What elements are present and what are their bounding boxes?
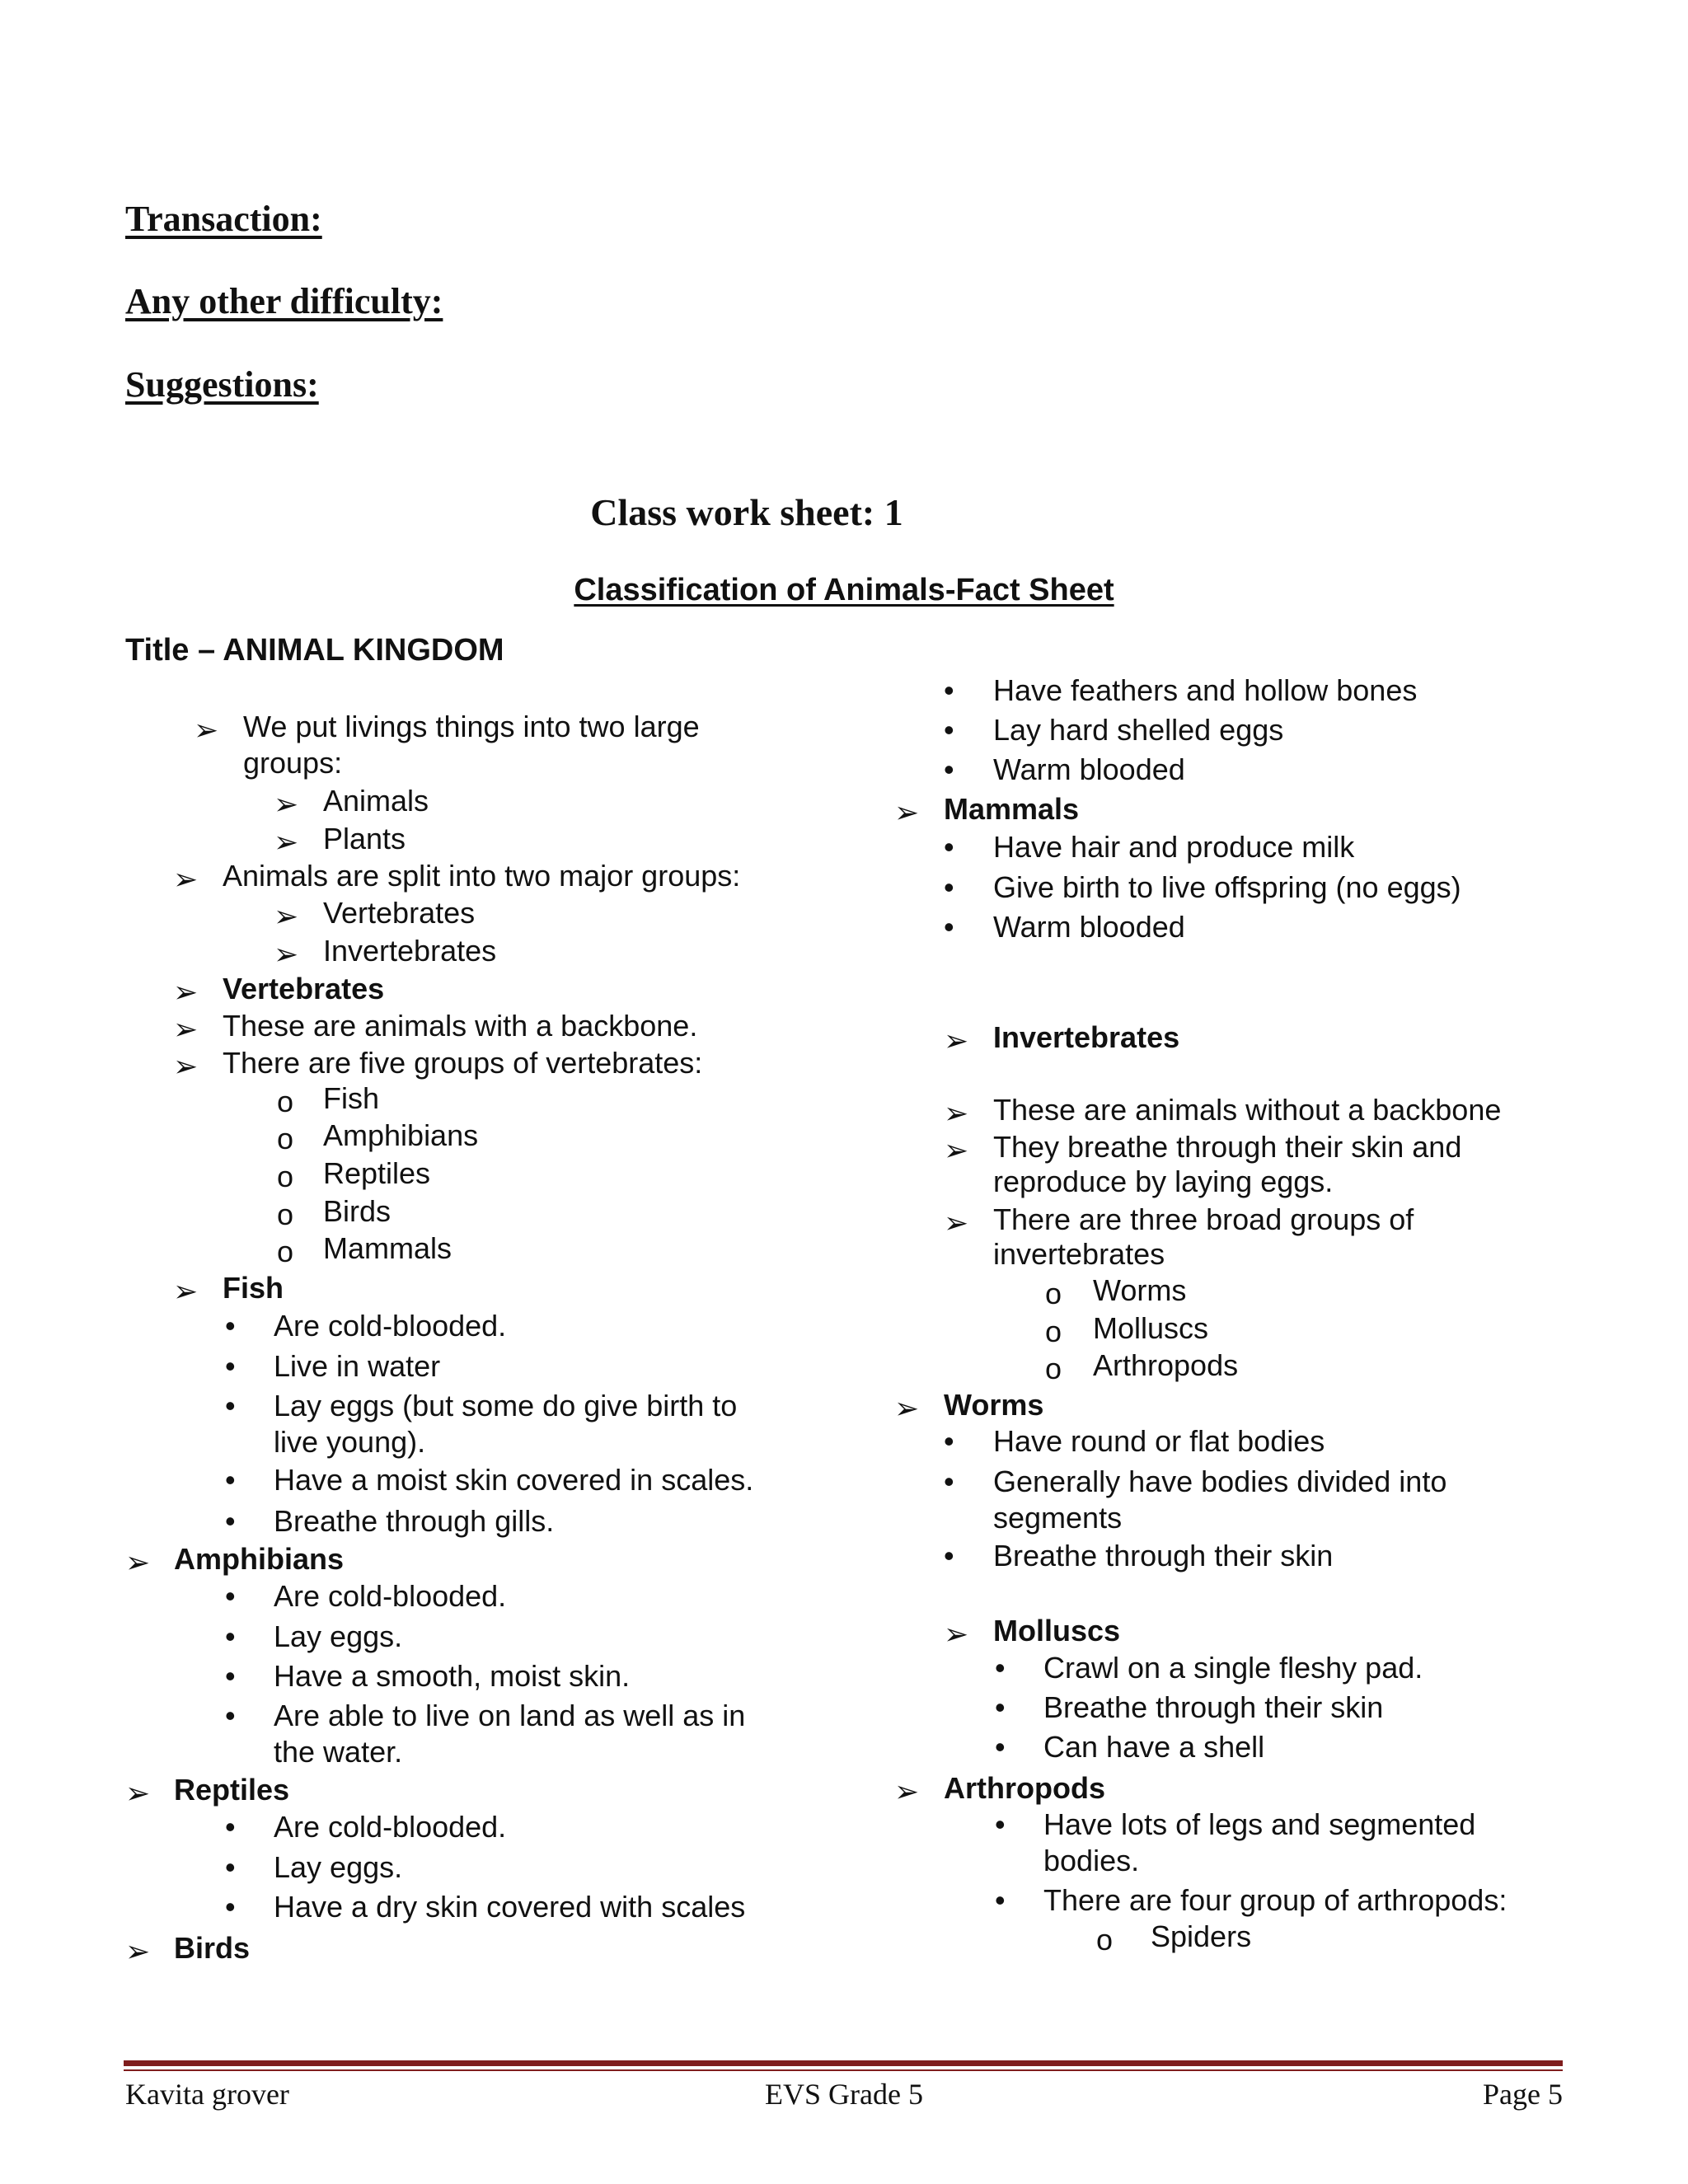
list-item-text: Are cold-blooded. [274,1810,507,1844]
list-item-text: Lay eggs. [274,1619,403,1653]
footer-author: Kavita grover [125,2078,289,2111]
bullet-icon: • [944,870,954,904]
bullet-icon: • [225,1349,236,1383]
bullet-icon: • [944,1424,954,1458]
transaction-heading: Transaction: [125,199,322,239]
list-item-text: Spiders [1151,1919,1252,1953]
list-item-text: Amphibians [323,1118,479,1152]
bullet-icon: • [225,1309,236,1343]
bullet-icon: • [995,1883,1006,1917]
bullet-icon: • [225,1890,236,1924]
list-item-text: Invertebrates [323,934,497,968]
circle-bullet-icon: o [277,1085,294,1118]
list-item-text: Warm blooded [993,910,1185,944]
arrow-bullet-icon: ➢ [894,1774,920,1808]
arrow-bullet-icon: ➢ [173,1012,199,1046]
group-heading: Birds [174,1931,251,1965]
bullet-icon: • [995,1651,1006,1685]
footer-rule [124,2060,1563,2066]
arrow-bullet-icon: ➢ [274,825,299,859]
group-heading: Vertebrates [223,972,385,1005]
list-item-text: Are cold-blooded. [274,1309,507,1343]
bullet-icon: • [944,752,954,786]
bullet-icon: • [225,1579,236,1613]
arrow-bullet-icon: ➢ [944,1617,969,1651]
group-heading: Molluscs [993,1614,1121,1647]
bullet-icon: • [225,1659,236,1693]
group-heading: Reptiles [174,1773,290,1807]
list-item-text: There are five groups of vertebrates: [223,1046,703,1080]
list-item-text: Arthropods [1093,1348,1239,1382]
fact-sheet-title: Classification of Animals-Fact Sheet [574,573,1114,607]
footer-page-number: Page 5 [1483,2078,1563,2111]
bullet-icon: • [944,1465,954,1498]
circle-bullet-icon: o [1045,1277,1062,1310]
list-item-text: They breathe through their skin and [993,1130,1462,1164]
list-item-text: There are three broad groups of [993,1202,1414,1236]
arrow-bullet-icon: ➢ [173,1049,199,1083]
arrow-bullet-icon: ➢ [125,1545,151,1579]
arrow-bullet-icon: ➢ [274,899,299,933]
circle-bullet-icon: o [277,1122,294,1155]
list-item-text: Can have a shell [1043,1730,1265,1764]
list-item-text: Lay eggs (but some do give birth to [274,1389,738,1422]
list-item-text: Have a smooth, moist skin. [274,1659,631,1693]
list-item-text: Molluscs [1093,1311,1209,1345]
arrow-bullet-icon: ➢ [173,1274,199,1308]
arrow-bullet-icon: ➢ [894,1391,920,1425]
list-item-text: Breathe through gills. [274,1504,555,1538]
list-item-text: Live in water [274,1349,441,1383]
list-item-text: Have a dry skin covered with scales [274,1890,746,1924]
group-heading: Mammals [944,792,1080,826]
list-item-text: Give birth to live offspring (no eggs) [993,870,1461,904]
arrow-bullet-icon: ➢ [194,713,219,747]
bullet-icon: • [995,1690,1006,1724]
bullet-icon: • [225,1619,236,1653]
list-item-text: Mammals [323,1231,452,1265]
group-heading: Worms [944,1388,1044,1422]
group-heading: Invertebrates [993,1020,1180,1054]
list-item-text: Lay eggs. [274,1850,403,1884]
circle-bullet-icon: o [1045,1315,1062,1348]
list-item-text: Birds [323,1194,392,1228]
list-item-text: Warm blooded [993,752,1185,786]
list-item-text: There are four group of arthropods: [1043,1883,1507,1917]
kingdom-title: Title – ANIMAL KINGDOM [125,633,504,668]
bullet-icon: • [225,1504,236,1538]
bullet-icon: • [225,1850,236,1884]
list-item-text: Are cold-blooded. [274,1579,507,1613]
list-item-text: live young). [274,1425,426,1459]
suggestions-heading: Suggestions: [125,364,319,405]
bullet-icon: • [944,673,954,707]
circle-bullet-icon: o [1096,1923,1114,1957]
list-item-text: invertebrates [993,1237,1165,1271]
list-item-text: Are able to live on land as well as in [274,1699,746,1732]
list-item-text: Generally have bodies divided into [993,1465,1447,1498]
footer-subject: EVS Grade 5 [765,2078,923,2111]
list-item-text: reproduce by laying eggs. [993,1165,1334,1198]
bullet-icon: • [944,830,954,864]
arrow-bullet-icon: ➢ [173,862,199,896]
bullet-icon: • [944,910,954,944]
bullet-icon: • [225,1463,236,1497]
circle-bullet-icon: o [277,1160,294,1193]
list-item-text: the water. [274,1735,403,1769]
circle-bullet-icon: o [1045,1352,1062,1385]
list-item-text: Animals are split into two major groups: [223,859,741,893]
arrow-bullet-icon: ➢ [944,1133,969,1167]
list-item-text: Breathe through their skin [993,1539,1334,1572]
list-item-text: Lay hard shelled eggs [993,713,1284,747]
circle-bullet-icon: o [277,1197,294,1231]
group-heading: Fish [223,1271,284,1305]
list-item-text: Vertebrates [323,896,476,930]
arrow-bullet-icon: ➢ [944,1096,969,1130]
arrow-bullet-icon: ➢ [125,1934,151,1968]
list-item-text: These are animals with a backbone. [223,1009,698,1043]
list-item-text: Crawl on a single fleshy pad. [1043,1651,1423,1685]
list-item-text: Reptiles [323,1156,431,1190]
list-item-text: Fish [323,1081,380,1115]
list-item-text: Plants [323,822,406,855]
group-heading: Amphibians [174,1542,345,1576]
list-item-text: Have round or flat bodies [993,1424,1325,1458]
list-item-text: Have a moist skin covered in scales. [274,1463,754,1497]
list-item-text: bodies. [1043,1844,1140,1877]
arrow-bullet-icon: ➢ [274,787,299,821]
bullet-icon: • [944,1539,954,1572]
arrow-bullet-icon: ➢ [274,937,299,971]
list-item-text: Animals [323,784,429,818]
other-difficulty-heading: Any other difficulty: [125,281,443,321]
bullet-icon: • [995,1807,1006,1841]
list-item-text: Worms [1093,1273,1187,1307]
list-item-text: Have hair and produce milk [993,830,1355,864]
list-item-text: These are animals without a backbone [993,1093,1502,1127]
list-item-text: groups: [243,746,343,780]
arrow-bullet-icon: ➢ [944,1206,969,1240]
worksheet-title: Class work sheet: 1 [590,491,903,533]
arrow-bullet-icon: ➢ [125,1776,151,1810]
list-item-text: Breathe through their skin [1043,1690,1384,1724]
bullet-icon: • [944,713,954,747]
bullet-icon: • [995,1730,1006,1764]
bullet-icon: • [225,1699,236,1732]
group-heading: Arthropods [944,1771,1105,1805]
list-item-text: We put livings things into two large [243,710,700,743]
list-item-text: segments [993,1501,1123,1535]
circle-bullet-icon: o [277,1235,294,1268]
list-item-text: Have lots of legs and segmented [1043,1807,1476,1841]
bullet-icon: • [225,1810,236,1844]
arrow-bullet-icon: ➢ [894,795,920,829]
arrow-bullet-icon: ➢ [173,975,199,1009]
arrow-bullet-icon: ➢ [944,1024,969,1057]
footer-rule-thin [124,2069,1563,2071]
list-item-text: Have feathers and hollow bones [993,673,1418,707]
bullet-icon: • [225,1389,236,1422]
